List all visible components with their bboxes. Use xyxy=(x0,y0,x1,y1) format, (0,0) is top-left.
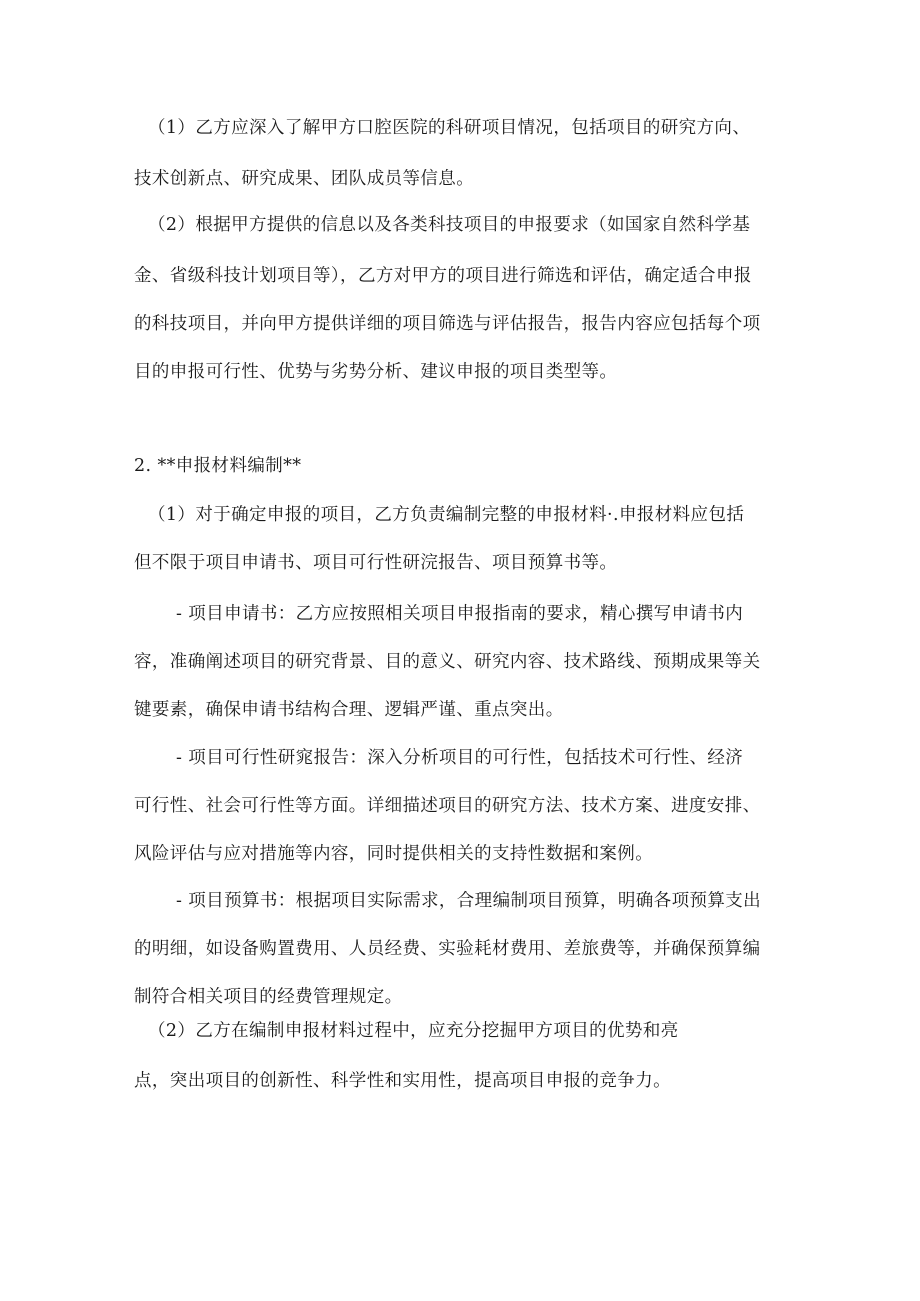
paragraph-line: 但不限于项目申请书、项目可行性研浣报告、项目预算书等。 xyxy=(134,553,618,573)
list-item-line: 制符合相关项目的经费管理规定。 xyxy=(134,987,403,1007)
list-item-line: 容，准确阐述项目的研究背景、目的意义、研究内容、技术路线、预期成果等关 xyxy=(134,652,761,672)
section-heading: 2. **申报材料编制** xyxy=(134,456,302,476)
paragraph-line: 点，突出项目的创新性、科学性和实用性，提高项目申报的竞争力。 xyxy=(134,1071,671,1091)
list-item-line: 键要素，确保申请书结构合理、逻辑严谨、重点突出。 xyxy=(134,700,564,720)
paragraph-line: 技术创新点、研究成果、团队成员等信息。 xyxy=(134,169,475,189)
list-item-line: 可行性、社会可行性等方面。详细描述项目的研究方法、技术方案、进度安排、 xyxy=(134,796,761,816)
paragraph-line: 金、省级科技计划项目等），乙方对甲方的项目进行筛选和评估，确定适合申报 xyxy=(134,266,752,286)
list-item-line: - 项目预算书：根据项目实际需求，合理编制项目预算，明确各项预算支出 xyxy=(176,891,762,911)
paragraph-line: （2）乙方在编制申报材料过程中，应充分挖掘甲方项目的优势和亮 xyxy=(148,1021,679,1041)
list-item-line: - 项目申请书：乙方应按照相关项目申报指南的要求，精心撰写申请书内 xyxy=(176,604,744,624)
paragraph-line: （1）对于确定申报的项目，乙方负责编制完整的申报材料·.申报材料应包括 xyxy=(148,505,745,525)
paragraph-line: 的科技项目，并向甲方提供详细的项目筛选与评估报告，报告内容应包括每个项 xyxy=(134,314,761,334)
paragraph-line: （1）乙方应深入了解甲方口腔医院的科研项目情况，包括项目的研究方向、 xyxy=(148,118,751,138)
paragraph-line: （2）根据甲方提供的信息以及各类科技项目的申报要求（如国家自然科学基 xyxy=(148,215,751,235)
list-item-line: 的明细，如设备购置费用、人员经费、实验耗材费用、差旅费等，并确保预算编 xyxy=(134,939,761,959)
list-item-line: 风险评估与应对措施等内容，同时提供相关的支持性数据和案例。 xyxy=(134,844,654,864)
paragraph-line: 目的申报可行性、优势与劣势分析、建议申报的项目类型等。 xyxy=(134,362,618,382)
list-item-line: - 项目可行性研窕报告：深入分析项目的可行性，包括技术可行性、经济 xyxy=(176,748,744,768)
